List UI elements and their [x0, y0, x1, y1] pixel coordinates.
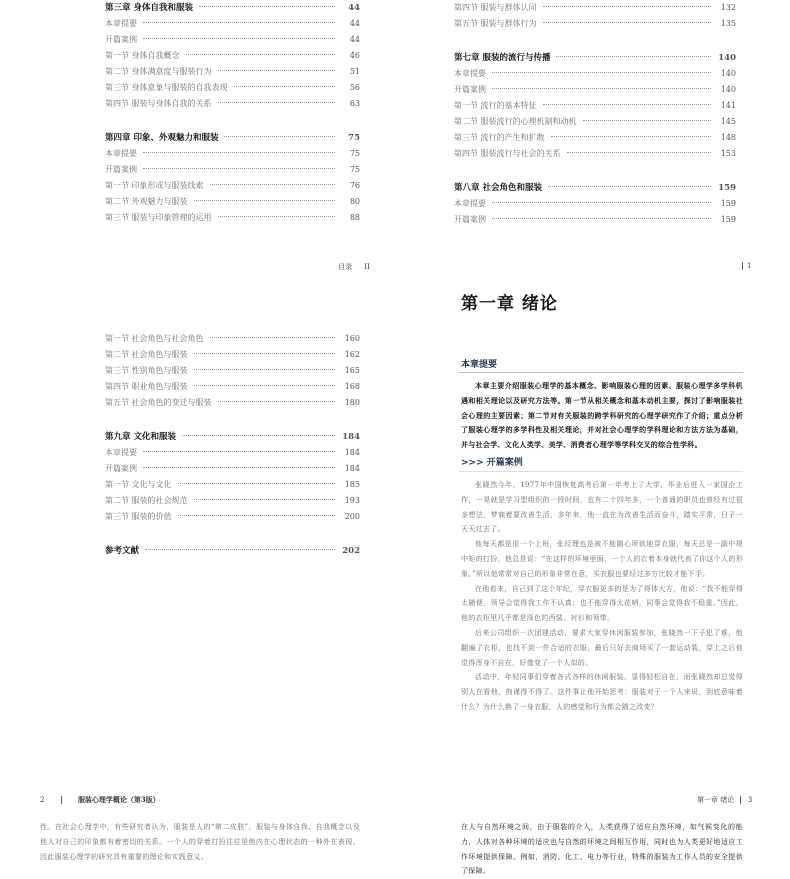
toc-leader-dots [492, 209, 711, 219]
toc-leader-dots [194, 344, 335, 354]
toc-leader-dots [143, 458, 335, 468]
toc-entry[interactable] [454, 212, 736, 228]
toc-entry-page: 76 [349, 181, 360, 190]
toc-leader-dots [224, 127, 335, 137]
case-heading [461, 455, 523, 468]
toc-entry-label: 第一节 社会角色与社会角色 [105, 331, 207, 347]
toc-entry-page: 184 [344, 448, 360, 457]
toc-leader-dots [194, 191, 335, 201]
toc-entry-label: 本章提要 [454, 196, 489, 212]
case-paragraph: 后来公司组织一次团建活动，要求大家穿休闲服装参加，张晓然一下子犯了难，他翻遍了衣柜，也找不到一件合适的衣服，最后只好去商场买了一套运动装，穿上之后他觉得浑身不自在，好像变了一个人似的。 [461, 628, 743, 667]
toc-leader-dots [492, 79, 711, 89]
toc-leader-dots [143, 13, 335, 23]
right-footer-chapter: 第一章 绪论 [697, 796, 735, 804]
case-text [461, 478, 743, 776]
toc-entry-label: 第四节 职业角色与服装 [105, 379, 191, 395]
case-paragraph: 张晓然今年，1977年中国恢复高考后第一年考上了大学，毕业后进入一家国企工作，一晃就是学习型组织的一段时间，也有二十四年多，一个普通的职员也曾经有过很多想法，梦寐着要改善生活，多年来，他一直在为改善生活而奋斗，踏实平常，日子一天天过去了。 [461, 481, 743, 534]
toc-entry-label: 第一节 印象形成与服装线索 [105, 178, 207, 194]
toc-entry-page: 140 [720, 85, 736, 94]
toc-entry-label: 第四章 印象、外观魅力和服装 [105, 130, 221, 146]
toc-leader-dots [210, 175, 335, 185]
toc-footer-label: 目录 [338, 263, 352, 271]
toc-bottom-left [105, 331, 360, 559]
toc-leader-dots [186, 45, 335, 55]
summary-rule [459, 372, 743, 373]
left-footer-book: 服装心理学概论（第3版） [77, 795, 160, 804]
right-page-number [738, 262, 751, 270]
toc-entry-page: 63 [349, 99, 360, 108]
toc-footer [338, 262, 370, 272]
fragment-paragraph: 在人与自然环境之间，由于服装的介入，人类获得了适应自然环境，如气候变化的能力，人体对各种环境的适应也与自然的环境之间相互作用，同时也为人类更好地适应工作环境提供保障。例如，消防、化工、电力等行业，特殊的服装为工作人员的安全提供了保障。 [461, 823, 743, 876]
toc-entry-page: 200 [344, 512, 360, 521]
toc-entry-label: 第四节 服装流行与社会的关系 [454, 146, 564, 162]
toc-leader-dots [543, 0, 711, 7]
toc-entry-page: 80 [349, 197, 360, 206]
toc-leader-dots [182, 426, 335, 436]
toc-leader-dots [194, 376, 335, 386]
left-footer [40, 795, 160, 805]
page-divider [61, 796, 62, 804]
toc-entry-label: 开篇案例 [454, 212, 489, 228]
toc-entry-page: 160 [344, 334, 360, 343]
bottom-right-fragment [461, 820, 743, 876]
page-number: 1 [747, 262, 752, 270]
toc-entry-label: 开篇案例 [105, 32, 140, 48]
summary-heading: 本章提要 [461, 360, 498, 370]
toc-entry-page: 148 [720, 133, 736, 142]
toc-entry-label: 第一节 流行的基本特征 [454, 98, 540, 114]
toc-leader-dots [556, 47, 711, 57]
toc-entry-label: 参考文献 [105, 543, 142, 559]
page-divider [742, 262, 743, 270]
toc-entry-page: 75 [349, 149, 360, 158]
right-footer [697, 795, 752, 805]
toc-entry-label: 第二节 外观魅力与服装 [105, 194, 191, 210]
toc-entry[interactable] [105, 96, 360, 112]
toc-leader-dots [543, 13, 711, 23]
toc-entry-label: 第三节 服装的价值 [105, 509, 175, 525]
toc-leader-dots [143, 143, 335, 153]
toc-entry-label: 第二节 身体满意度与服装行为 [105, 64, 215, 80]
toc-leader-dots [492, 193, 711, 203]
toc-entry-page: 180 [344, 398, 360, 407]
toc-chapter-entry[interactable] [105, 543, 360, 559]
toc-entry[interactable] [105, 210, 360, 226]
toc-entry-label: 本章提要 [105, 146, 140, 162]
toc-entry-label: 第一节 文化与文化 [105, 477, 175, 493]
toc-entry-label: 第三章 身体自我和服装 [105, 0, 196, 16]
toc-entry-page: 162 [344, 350, 360, 359]
right-footer-page: 3 [747, 796, 753, 804]
page-divider [740, 796, 741, 804]
toc-entry-label: 开篇案例 [105, 461, 140, 477]
toc-entry-page: 44 [349, 19, 360, 28]
toc-entry-label: 第四节 服装与群体认同 [454, 0, 540, 16]
toc-entry-page: 132 [720, 3, 736, 12]
toc-entry-page: 165 [344, 366, 360, 375]
toc-entry-label: 开篇案例 [454, 82, 489, 98]
toc-leader-dots [551, 127, 711, 137]
left-footer-page: 2 [40, 796, 45, 804]
toc-entry-page: 168 [344, 382, 360, 391]
toc-leader-dots [194, 360, 335, 370]
toc-leader-dots [194, 490, 335, 500]
toc-entry-page: 46 [349, 51, 360, 60]
toc-entry-label: 第二节 社会角色与服装 [105, 347, 191, 363]
case-paragraph: 在他看来，自己到了这个年纪，穿衣服更多的是为了得体大方，他说：“我不能穿得太随便，领导会觉得我工作不认真；也不能穿得太花哨，同事会觉得我不稳重。”因此，他的衣柜里几乎都是深色的西装、衬衫和领带。 [461, 584, 743, 623]
toc-leader-dots [234, 77, 335, 87]
toc-entry-page: 141 [720, 101, 736, 110]
toc-entry[interactable] [454, 146, 736, 162]
toc-entry-label: 第二节 服装的社会规范 [105, 493, 191, 509]
toc-entry-label: 本章提要 [105, 16, 140, 32]
toc-entry-page: 159 [718, 183, 736, 193]
toc-leader-dots [583, 111, 711, 121]
toc-leader-dots [567, 143, 711, 153]
toc-leader-dots [548, 177, 711, 187]
toc-entry-page: 145 [720, 117, 736, 126]
toc-entry-page: 184 [344, 464, 360, 473]
toc-entry-label: 本章提要 [454, 66, 489, 82]
toc-top-right [454, 0, 736, 228]
toc-entry-page: 193 [344, 496, 360, 505]
toc-leader-dots [178, 474, 335, 484]
toc-entry-label: 本章提要 [105, 445, 140, 461]
toc-entry-label: 第八章 社会角色和服装 [454, 180, 545, 196]
toc-leader-dots [145, 540, 335, 550]
toc-entry[interactable] [454, 16, 736, 32]
toc-leader-dots [143, 29, 335, 39]
toc-leader-dots [218, 93, 335, 103]
toc-leader-dots [543, 95, 711, 105]
toc-entry-page: 202 [342, 546, 360, 556]
toc-leader-dots [143, 159, 335, 169]
toc-entry-label: 第三节 服装与印象管理的运用 [105, 210, 215, 226]
toc-entry-page: 184 [342, 432, 360, 442]
toc-entry-label: 第三节 流行的产生和扩散 [454, 130, 548, 146]
toc-entry-page: 153 [720, 149, 736, 158]
toc-entry-page: 135 [720, 19, 736, 28]
toc-top-left [105, 0, 360, 226]
case-heading-label: 开篇案例 [486, 458, 523, 468]
toc-leader-dots [210, 328, 335, 338]
toc-leader-dots [178, 506, 335, 516]
toc-entry[interactable] [105, 509, 360, 525]
toc-entry-label: 第三节 性别角色与服装 [105, 363, 191, 379]
toc-leader-dots [218, 207, 335, 217]
toc-entry-page: 44 [349, 35, 360, 44]
toc-entry-page: 75 [349, 165, 360, 174]
toc-entry-page: 75 [348, 133, 360, 143]
case-arrow-icon: >>> [461, 458, 487, 468]
toc-footer-page: II [364, 263, 370, 271]
toc-entry-page: 159 [720, 215, 736, 224]
toc-leader-dots [143, 442, 335, 452]
case-rule [459, 471, 743, 472]
toc-entry-page: 159 [720, 199, 736, 208]
toc-entry-label: 第七章 服装的流行与传播 [454, 50, 553, 66]
summary-paragraph: 本章主要介绍服装心理学的基本概念、影响服装心理的因素、服装心理学多学科机遇和相关理论以及研究方法等。第一节从相关概念和基本动机主要，探讨了影响服装社会心理的主要因素；第二节对有关服装的跨学科研究的心理学研究作了介绍；重点分析了服装心理学的多学科性及相关理论，并对社会心理学的学科理论和方法方法为基础，并与社会学、文化人类学、美学、消费者心理学等学科交叉的综合性学科。 [461, 381, 743, 450]
case-paragraph: 活动中，年轻同事们穿着各式各样的休闲服装，显得轻松自在，而张晓然却总觉得别人在看他，拘谨得不得了。这件事让他开始思考：服装对于一个人来说，到底意味着什么？为什么换了一身衣服，人的感觉和行为都会随之改变？ [461, 673, 743, 711]
toc-entry-label: 第三节 身体意象与服装的自我表现 [105, 80, 231, 96]
toc-entry-page: 140 [720, 69, 736, 78]
toc-entry-page: 56 [349, 83, 360, 92]
toc-leader-dots [492, 63, 711, 73]
toc-entry[interactable] [105, 395, 360, 411]
toc-entry-page: 51 [349, 67, 360, 76]
summary-text [461, 379, 743, 453]
toc-entry-label: 第五节 社会角色的变迁与服装 [105, 395, 215, 411]
toc-entry-label: 第一节 身体自我概念 [105, 48, 183, 64]
toc-entry-page: 185 [344, 480, 360, 489]
toc-entry-label: 第五节 服装与群体行为 [454, 16, 540, 32]
case-paragraph: 他每天都是很一个上班，张经理也是被不能随心所欲地穿衣服，每天总是一副中规中矩的打扮，他总是说：“在这样的环境里面，一个人的衣着本身就代表了你这个人的形象。”所以他常常对自己的形象非常在意，买衣服也要经过多方比较才能下手。 [461, 540, 743, 578]
chapter-title: 第一章 绪论 [461, 294, 558, 314]
toc-leader-dots [199, 0, 335, 7]
toc-entry-page: 88 [349, 213, 360, 222]
toc-entry-label: 第四节 服装与身体自我的关系 [105, 96, 215, 112]
toc-entry-label: 开篇案例 [105, 162, 140, 178]
toc-entry-page: 44 [348, 3, 360, 13]
toc-entry-page: 140 [718, 53, 736, 63]
toc-leader-dots [218, 392, 335, 402]
bottom-left-fragment [40, 820, 360, 860]
toc-leader-dots [218, 61, 335, 71]
toc-entry-label: 第九章 文化和服装 [105, 429, 179, 445]
toc-entry-label: 第二节 服装流行的心理机制和动机 [454, 114, 580, 130]
fragment-paragraph: 性。在社会心理学中，有些研究者认为，服装是人的“第二皮肤”，服装与身体自我、自我概念以及他人对自己的印象都有着密切的关系。一个人的穿着打扮往往是他内在心理状态的一种外在表现，因此服装心理学的研究具有重要的理论和实践意义。 [40, 823, 360, 861]
